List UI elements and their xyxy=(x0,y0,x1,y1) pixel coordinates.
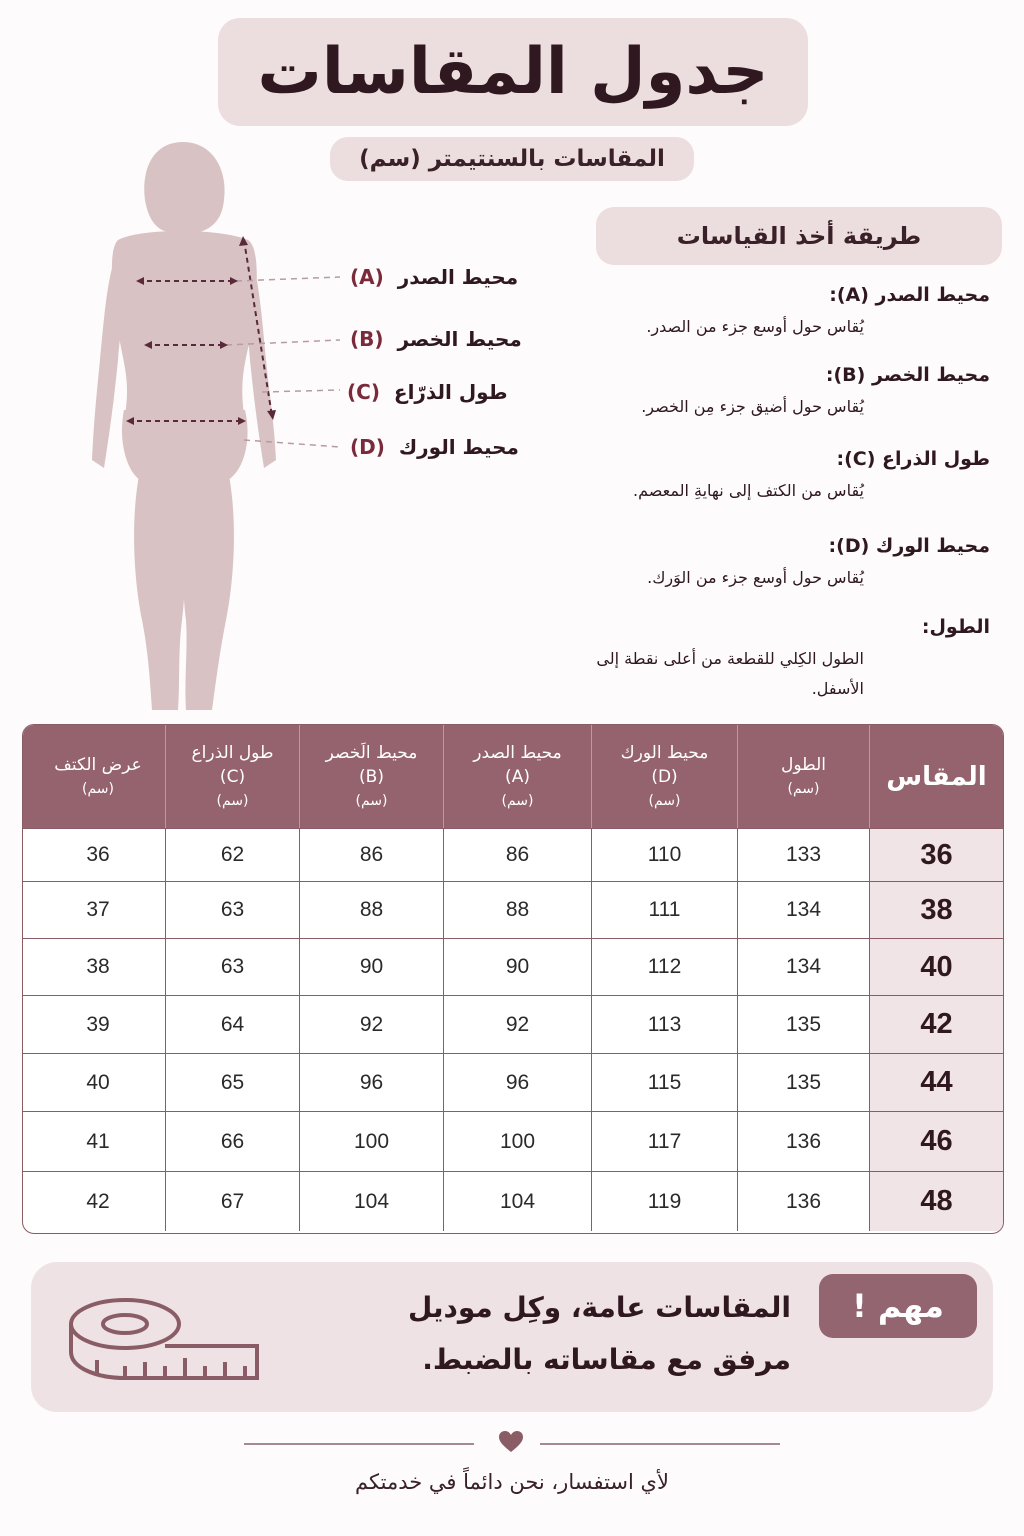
column-header-unit: (سم) xyxy=(501,792,534,809)
table-cell: 134 xyxy=(737,882,869,938)
size-cell: 38 xyxy=(869,882,1003,938)
size-cell: 42 xyxy=(869,996,1003,1053)
table-cell: 37 xyxy=(86,898,110,921)
howto-item-title: محيط الورك (D): xyxy=(828,535,990,557)
table-cell: 135 xyxy=(737,996,869,1053)
howto-item-waist xyxy=(570,364,990,422)
table-cell: 117 xyxy=(591,1112,737,1171)
size-table xyxy=(22,724,1004,1234)
table-cell: 41 xyxy=(86,1129,110,1153)
table-row xyxy=(23,828,1003,881)
howto-item-arm xyxy=(570,448,990,506)
column-header-label: طول الذراع xyxy=(191,742,274,763)
table-cell: 96 xyxy=(299,1054,443,1111)
footer-text: لأي استفسار، نحن دائماً في خدمتكم xyxy=(355,1470,669,1494)
table-cell: 86 xyxy=(299,829,443,881)
table-cell: 96 xyxy=(443,1054,591,1111)
table-cell: 86 xyxy=(443,829,591,881)
page-subtitle: المقاسات بالسنتيمتر (سم) xyxy=(359,146,665,172)
size-cell: 40 xyxy=(869,939,1003,995)
figure-label-waist-name: محيط الخصر xyxy=(397,327,522,351)
howto-item-desc: يُقاس حول أوسع جزء من الصدر. xyxy=(646,317,864,336)
table-cell: 134 xyxy=(737,939,869,995)
size-cell: 44 xyxy=(869,1054,1003,1111)
column-header-unit: (سم) xyxy=(216,792,249,809)
column-header-label: محيط الَخصر xyxy=(325,742,418,763)
column-header xyxy=(299,725,443,828)
figure-label-hip xyxy=(350,435,519,459)
table-cell: 88 xyxy=(443,882,591,938)
column-header-letter: (C) xyxy=(219,766,246,787)
howto-item-title: الطول: xyxy=(921,616,990,638)
column-header-label: محيط الصدر xyxy=(473,742,562,763)
table-row xyxy=(23,995,1003,1053)
column-header xyxy=(31,725,165,828)
table-cell: 42 xyxy=(86,1189,110,1213)
body-figure xyxy=(0,130,560,730)
table-cell: 92 xyxy=(443,996,591,1053)
howto-item-title: محيط الصدر (A): xyxy=(829,284,990,306)
column-header-unit: (سم) xyxy=(82,780,114,797)
column-header-label: الطول xyxy=(781,754,826,775)
table-cell: 63 xyxy=(165,882,299,938)
footer-divider-left xyxy=(244,1443,474,1445)
column-header xyxy=(869,725,1003,828)
figure-label-hip-letter: (D) xyxy=(350,435,385,459)
table-cell: 111 xyxy=(591,882,737,938)
figure-label-chest xyxy=(350,265,518,289)
figure-label-hip-name: محيط الورك xyxy=(398,435,519,459)
table-cell: 115 xyxy=(591,1054,737,1111)
table-cell: 104 xyxy=(443,1172,591,1231)
column-header xyxy=(443,725,591,828)
figure-label-waist-letter: (B) xyxy=(350,327,384,351)
howto-item-desc: يُقاس حول أضيق جزء مِن الخصر. xyxy=(641,397,864,416)
howto-banner xyxy=(596,207,1002,265)
table-cell: 66 xyxy=(165,1112,299,1171)
howto-item-desc: الطول الكِلي للقطعة من أعلى نقطة إلى الأسفل. xyxy=(596,649,864,698)
heart-icon xyxy=(498,1430,524,1454)
figure-label-arm-name: طول الذرّاع xyxy=(393,380,508,404)
column-header-letter: (A) xyxy=(505,766,530,787)
column-header-label: عرض الكتف xyxy=(54,754,142,775)
howto-item-title: طول الذراع (C): xyxy=(836,448,990,470)
column-header-unit: (سم) xyxy=(355,792,388,809)
column-header-label: محيط الورك xyxy=(620,742,709,763)
column-header xyxy=(737,725,869,828)
howto-item-desc: يُقاس من الكتف إلى نهايةِ المعصم. xyxy=(633,481,864,500)
size-cell: 36 xyxy=(869,829,1003,881)
table-cell: 62 xyxy=(165,829,299,881)
howto-title: طريقة أخذ القياسات xyxy=(676,222,922,250)
table-row xyxy=(23,1111,1003,1171)
footer-divider-right xyxy=(540,1443,780,1445)
figure-label-arm xyxy=(347,380,508,404)
table-row xyxy=(23,881,1003,938)
table-row xyxy=(23,1171,1003,1231)
table-cell: 112 xyxy=(591,939,737,995)
table-cell: 136 xyxy=(737,1172,869,1231)
size-cell: 48 xyxy=(869,1172,1003,1231)
table-cell: 90 xyxy=(443,939,591,995)
table-cell: 119 xyxy=(591,1172,737,1231)
table-cell: 110 xyxy=(591,829,737,881)
table-cell: 38 xyxy=(86,955,110,978)
table-cell: 40 xyxy=(86,1070,110,1094)
column-header-label: المقاس xyxy=(886,761,987,792)
table-cell: 135 xyxy=(737,1054,869,1111)
notice-box xyxy=(31,1262,993,1412)
table-cell: 36 xyxy=(86,843,110,866)
body-silhouette-icon xyxy=(0,130,560,730)
howto-item-hip xyxy=(570,535,990,593)
column-header xyxy=(165,725,299,828)
howto-item-desc: يُقاس حول أوسع جزء من الوَرك. xyxy=(647,568,864,587)
size-cell: 46 xyxy=(869,1112,1003,1171)
table-cell: 100 xyxy=(443,1112,591,1171)
title-banner xyxy=(218,18,808,126)
table-cell: 104 xyxy=(299,1172,443,1231)
notice-badge: مهم ! xyxy=(819,1274,977,1338)
measuring-tape-icon xyxy=(61,1290,271,1386)
table-cell: 113 xyxy=(591,996,737,1053)
figure-label-chest-name: محيط الصدر xyxy=(397,265,519,289)
table-cell: 88 xyxy=(299,882,443,938)
table-row xyxy=(23,938,1003,995)
table-body xyxy=(23,828,1003,1231)
figure-label-chest-letter: (A) xyxy=(350,265,384,289)
column-header-unit: (سم) xyxy=(787,780,820,797)
table-cell: 90 xyxy=(299,939,443,995)
table-cell: 100 xyxy=(299,1112,443,1171)
column-header-unit: (سم) xyxy=(648,792,681,809)
column-header-letter: (B) xyxy=(359,766,384,787)
table-cell: 39 xyxy=(86,1012,110,1036)
page-title: جدول المقاسات xyxy=(257,35,769,109)
table-row xyxy=(23,1053,1003,1111)
table-cell: 63 xyxy=(165,939,299,995)
figure-label-waist xyxy=(350,327,522,351)
figure-label-arm-letter: (C) xyxy=(347,380,380,404)
table-cell: 136 xyxy=(737,1112,869,1171)
howto-item-length xyxy=(570,616,990,704)
howto-item-title: محيط الخصر (B): xyxy=(825,364,990,386)
table-cell: 64 xyxy=(165,996,299,1053)
table-cell: 133 xyxy=(737,829,869,881)
table-cell: 92 xyxy=(299,996,443,1053)
table-cell: 65 xyxy=(165,1054,299,1111)
notice-text: المقاسات عامة، وكِل موديل مرفق مع مقاساته بالضبط. xyxy=(407,1291,791,1376)
table-cell: 67 xyxy=(165,1172,299,1231)
column-header xyxy=(591,725,737,828)
table-header xyxy=(23,725,1003,828)
column-header-letter: (D) xyxy=(651,766,678,787)
howto-item-chest xyxy=(570,284,990,342)
